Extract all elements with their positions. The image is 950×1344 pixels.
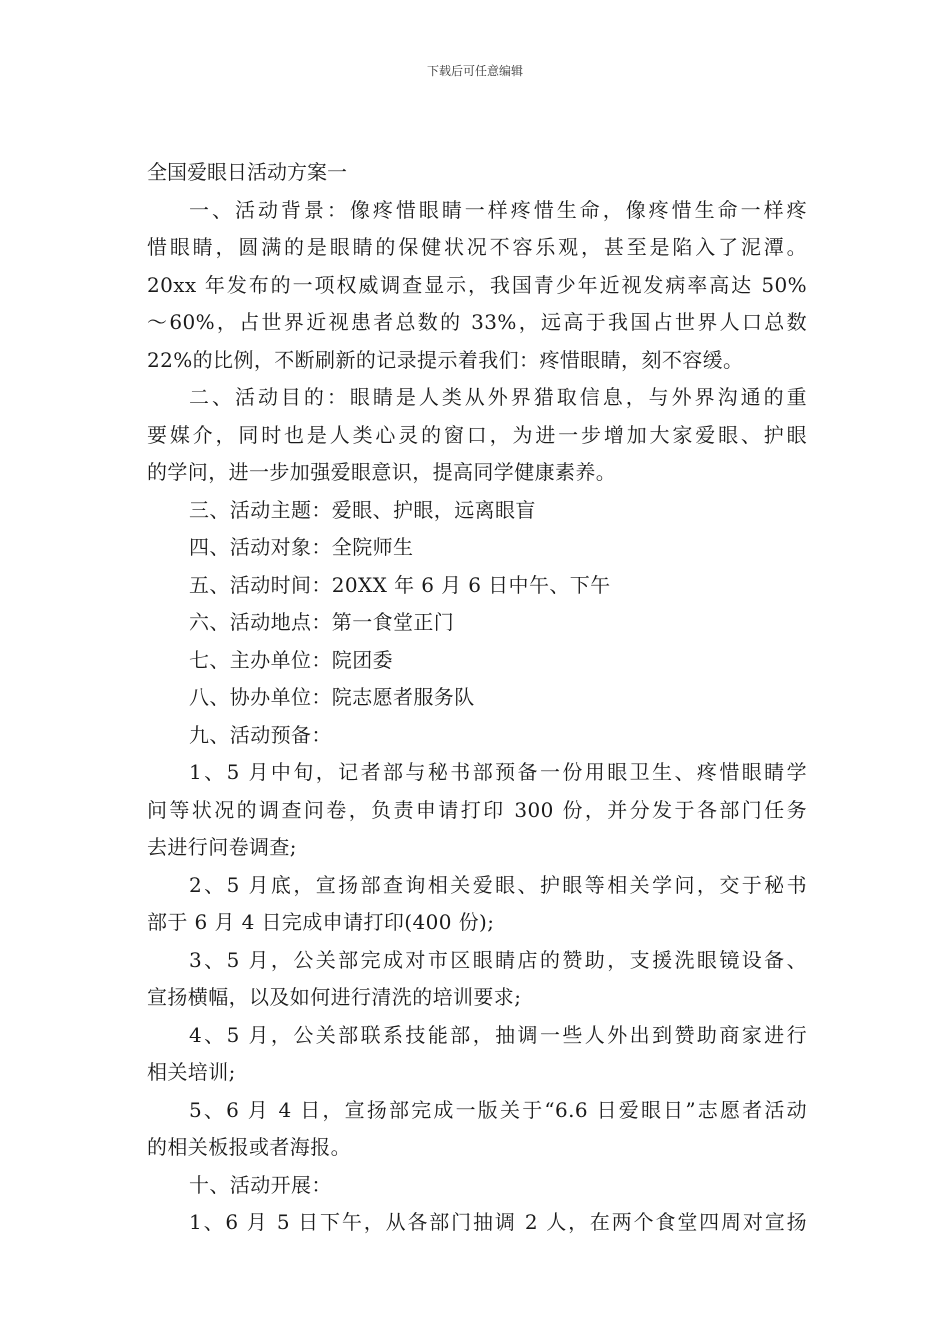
document-body	[147, 154, 807, 1242]
header-note: 下载后可任意编辑	[426, 64, 523, 78]
text-line: 问等状况的调查问卷，负责申请打印 300 份，并分发于各部门任务	[147, 797, 807, 822]
text-line: 的相关板报或者海报。	[147, 1135, 351, 1159]
text-line: 十、活动开展：	[189, 1172, 332, 1197]
text-line: 20xx 年发布的一项权威调查显示，我国青少年近视发病率高达 50%	[147, 272, 807, 297]
text-line: 22%的比例，不断刷新的记录提示着我们：疼惜眼睛，刻不容缓。	[147, 347, 744, 372]
text-line: 惜眼睛，圆满的是眼睛的保健状况不容乐观，甚至是陷入了泥潭。	[147, 235, 807, 259]
document-lines	[147, 192, 807, 1242]
text-line: 四、活动对象：全院师生	[189, 535, 414, 559]
document-title: 全国爱眼日活动方案一	[147, 160, 347, 184]
text-line: 九、活动预备：	[189, 722, 332, 747]
text-line: 七、主办单位：院团委	[189, 647, 393, 672]
text-line: 2、5 月底，宣扬部查询相关爱眼、护眼等相关学问，交于秘书	[189, 872, 807, 897]
text-line: 4、5 月，公关部联系技能部，抽调一些人外出到赞助商家进行	[189, 1022, 807, 1047]
text-line: 5、6 月 4 日，宣扬部完成一版关于“6.6 日爱眼日”志愿者活动	[189, 1097, 807, 1122]
text-line: ～60%，占世界近视患者总数的 33%，远高于我国占世界人口总数	[147, 310, 807, 334]
text-line: 3、5 月，公关部完成对市区眼睛店的赞助，支援洗眼镜设备、	[189, 947, 807, 972]
text-line: 的学问，进一步加强爱眼意识，提高同学健康素养。	[147, 460, 617, 484]
text-line: 1、6 月 5 日下午，从各部门抽调 2 人，在两个食堂四周对宣扬	[189, 1210, 807, 1234]
text-line: 五、活动时间：20XX 年 6 月 6 日中午、下午	[189, 572, 611, 597]
text-line: 要媒介，同时也是人类心灵的窗口，为进一步增加大家爱眼、护眼	[147, 422, 807, 447]
text-line: 相关培训;	[147, 1060, 236, 1084]
text-line: 宣扬横幅，以及如何进行清洗的培训要求;	[147, 985, 522, 1009]
text-line: 一、活动背景：像疼惜眼睛一样疼惜生命，像疼惜生命一样疼	[189, 197, 807, 222]
text-line: 八、协办单位：院志愿者服务队	[189, 685, 475, 709]
text-line: 二、活动目的：眼睛是人类从外界猎取信息，与外界沟通的重	[189, 385, 807, 409]
text-line: 三、活动主题：爱眼、护眼，远离眼盲	[189, 497, 536, 522]
text-line: 去进行问卷调查;	[147, 835, 297, 859]
text-line: 部于 6 月 4 日完成申请打印(400 份);	[147, 910, 495, 934]
text-line: 1、5 月中旬，记者部与秘书部预备一份用眼卫生、疼惜眼睛学	[189, 760, 807, 784]
text-line: 六、活动地点：第一食堂正门	[189, 610, 455, 634]
